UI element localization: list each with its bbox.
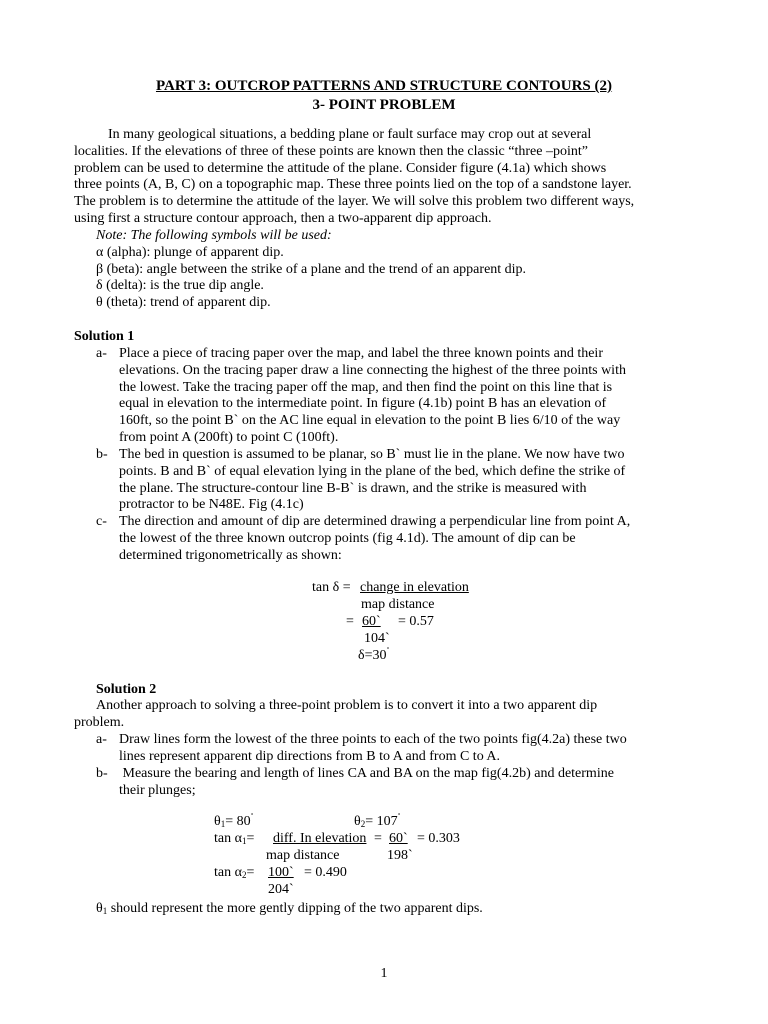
symbol-item: α (alpha): plunge of apparent dip.: [96, 244, 284, 260]
tan-alpha2-denominator: 204`: [268, 882, 294, 897]
step-line: The bed in question is assumed to be planar, so B` must lie in the plane. We now have two: [119, 447, 625, 462]
intro-line: The problem is to determine the attitude of the layer. We will solve this problem two different ways,: [74, 194, 635, 210]
solution1-heading: Solution 1: [74, 329, 135, 344]
intro-line: problem can be used to determine the attitude of the plane. Consider figure (4.1a) which shows: [74, 160, 607, 176]
step-marker: a-: [96, 346, 107, 361]
equation-eq2-result: = 0.57: [398, 614, 434, 629]
page-subtitle: 3- POINT PROBLEM: [312, 97, 456, 113]
intro-line: In many geological situations, a bedding plane or fault surface may crop out at several: [108, 127, 592, 142]
intro-line: localities. If the elevations of three of these points are known then the classic “three –point”: [74, 143, 588, 159]
step-line: points. B and B` of equal elevation lying in the plane of the bed, which define the strike of: [119, 463, 626, 479]
step-line: lines represent apparent dip directions from B to A and from C to A.: [119, 748, 501, 764]
equation-lhs: tan δ =: [312, 580, 351, 595]
step-line: from point A (200ft) to point C (100ft).: [119, 429, 339, 445]
intro-paragraph: [74, 127, 724, 228]
symbol-item: δ (delta): is the true dip angle.: [96, 278, 264, 294]
tan-alpha2-result: = 0.490: [297, 865, 347, 880]
intro-line: using first a structure contour approach, then a two-apparent dip approach.: [74, 210, 492, 226]
step-line: determined trigonometrically as shown:: [119, 547, 342, 563]
tan-alpha1-numerator: diff. In elevation: [273, 831, 367, 846]
step-line: their plunges;: [119, 782, 196, 798]
solution2-intro-line: Another approach to solving a three-point problem is to convert it into a two apparent dip: [96, 698, 598, 713]
step-line: Measure the bearing and length of lines CA and BA on the map fig(4.2b) and determine: [119, 766, 614, 781]
equation-eq2-prefix: =: [346, 614, 354, 629]
step-line: elevations. On the tracing paper draw a line connecting the highest of the three points with: [119, 362, 626, 378]
step-line: The direction and amount of dip are determined drawing a perpendicular line from point A,: [119, 514, 631, 529]
equation-eq2-denominator: 104`: [364, 631, 390, 646]
intro-line: three points (A, B, C) on a topographic map. These three points lied on the top of a sandstone layer.: [74, 177, 632, 193]
tan-alpha1-numerator2: 60`: [389, 831, 408, 846]
tan-alpha1-eq2: =: [367, 831, 386, 846]
tan-alpha1-label: $\tan \alpha_1=$: [214, 831, 255, 846]
step-marker: b-: [96, 766, 108, 781]
closing-statement: $\theta_1$ should represent the more gently dipping of the two apparent dips.: [96, 901, 483, 916]
equation-eq2-numerator: 60`: [362, 614, 381, 629]
step-line: protractor to be N48E. Fig (4.1c): [119, 497, 304, 513]
step-line: 160ft, so the point B` on the AC line equal in elevation to the point B lies 6/10 of the way: [119, 413, 621, 429]
theta1-value: $\theta_1= 80^˚$: [214, 812, 254, 829]
solution2-intro-line: problem.: [74, 714, 125, 730]
tan-alpha1-denominator: map distance: [266, 848, 340, 863]
symbols-list: [96, 228, 746, 312]
page-number: 1: [380, 966, 388, 981]
symbol-item: θ (theta): trend of apparent dip.: [96, 295, 271, 311]
step-line: Draw lines form the lowest of the three points to each of the two points fig(4.2a) these two: [119, 732, 627, 747]
equation-denominator: map distance: [361, 597, 435, 612]
tan-alpha1-result: = 0.303: [410, 831, 460, 846]
tan-alpha2-label: $\tan \alpha_2=$: [214, 865, 262, 880]
symbol-item: β (beta): angle between the strike of a plane and the trend of an apparent dip.: [96, 261, 527, 277]
tan-alpha1-denominator2: 198`: [387, 848, 413, 863]
solution2-heading: Solution 2: [96, 682, 157, 697]
step-line: the lowest of the three known outcrop points (fig 4.1d). The amount of dip can be: [119, 530, 576, 546]
step-marker: a-: [96, 732, 107, 747]
equation-numerator: change in elevation: [360, 580, 469, 595]
solution2-intro: [74, 698, 724, 732]
step-line: the plane. The structure-contour line B-B` is drawn, and the strike is measured with: [119, 480, 587, 496]
theta2-value: $\theta_2= 107^˚$: [354, 812, 401, 829]
step-marker: b-: [96, 447, 108, 462]
step-line: equal in elevation to the intermediate point. In figure (4.1b) point B has an elevation of: [119, 396, 607, 412]
step-marker: c-: [96, 514, 107, 529]
step-line: Place a piece of tracing paper over the map, and label the three known points and their: [119, 346, 603, 361]
tan-alpha2-numerator: 100`: [268, 865, 294, 880]
equation-result: δ=30˚: [358, 646, 390, 663]
page-title: PART 3: OUTCROP PATTERNS AND STRUCTURE CONTOURS (2): [155, 78, 613, 94]
note-text: Note: The following symbols will be used:: [96, 228, 332, 243]
step-line: the lowest. Take the tracing paper off the map, and then find the point on this line that is: [119, 379, 613, 395]
